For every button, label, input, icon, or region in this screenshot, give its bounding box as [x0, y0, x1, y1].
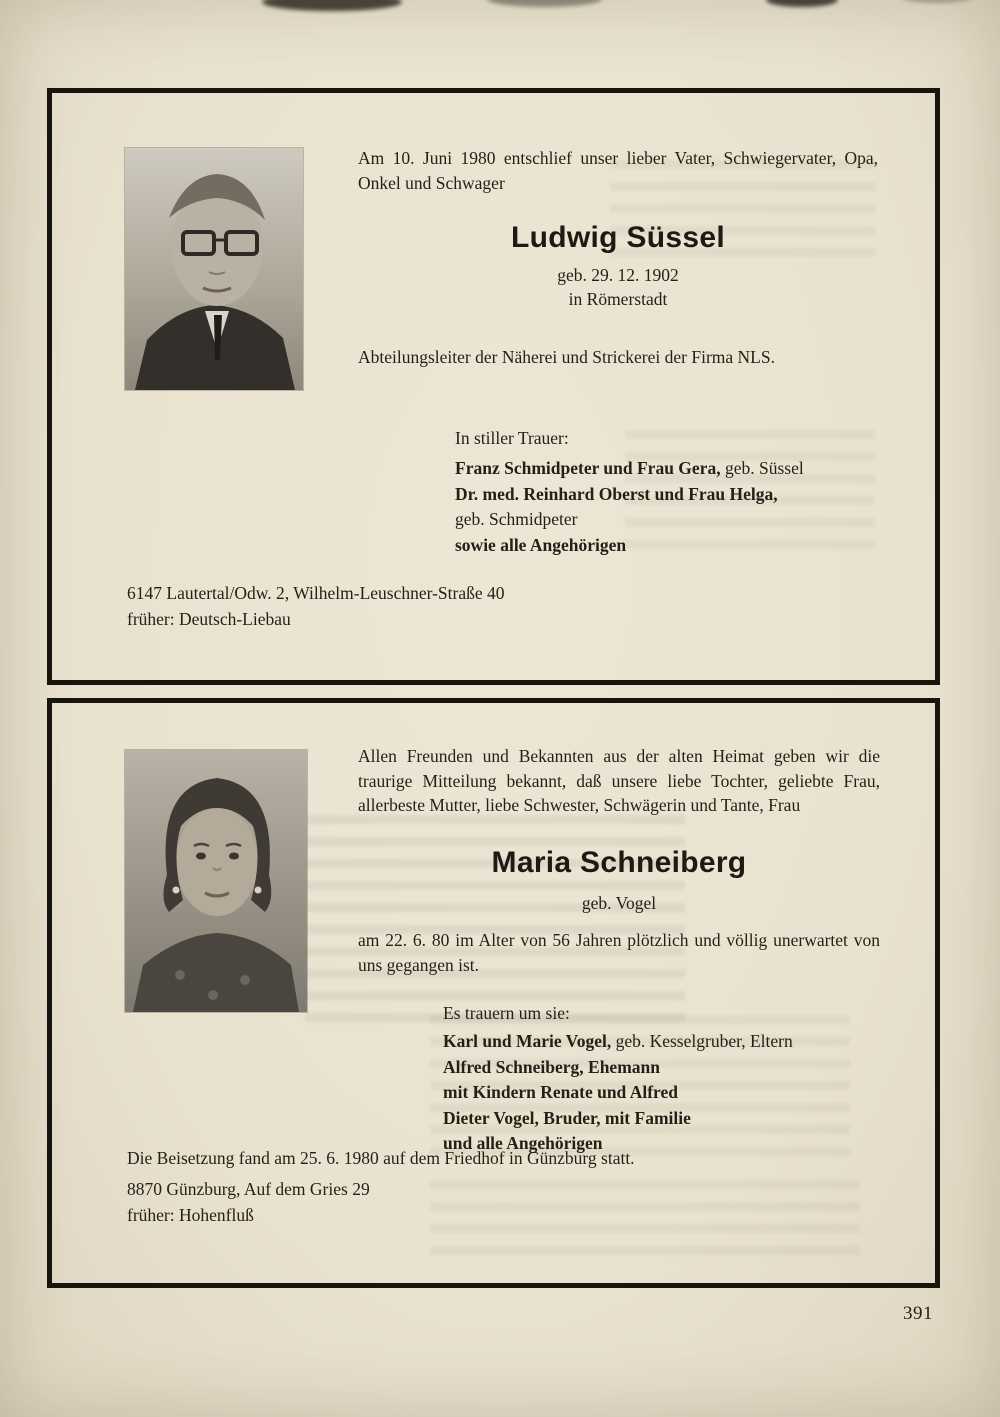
- birth-date: geb. 29. 12. 1902: [557, 265, 679, 285]
- mourners-list: [443, 1029, 903, 1157]
- obituary-notice-ludwig-suessel: [47, 88, 940, 685]
- scan-smudge: [487, 0, 602, 7]
- mourning-label: In stiller Trauer:: [455, 428, 569, 448]
- mourner-line: [455, 533, 905, 559]
- mourners-list: [455, 456, 905, 558]
- address-block: [127, 580, 505, 632]
- mourner-name-regular: geb. Kesselgruber, Eltern: [611, 1031, 793, 1051]
- birth-place: in Römerstadt: [568, 289, 668, 309]
- mourner-line: [443, 1080, 903, 1106]
- deceased-name: Maria Schneiberg: [491, 846, 747, 879]
- scan-smudge: [766, 0, 838, 7]
- mourner-line: [443, 1029, 903, 1055]
- mourner-name-bold: Franz Schmidpeter und Frau Gera,: [455, 458, 721, 478]
- death-circumstance-text: am 22. 6. 80 im Alter von 56 Jahren plötzlich und völlig unerwartet von uns gegangen ist.: [358, 930, 880, 975]
- mourner-name-regular: geb. Schmidpeter: [455, 509, 578, 529]
- address-line: 8870 Günzburg, Auf dem Gries 29: [127, 1179, 370, 1199]
- address-line-former: früher: Hohenfluß: [127, 1205, 254, 1225]
- scan-smudge: [262, 0, 402, 11]
- notice-intro-text: Am 10. Juni 1980 entschlief unser lieber Vater, Schwiegervater, Opa, Onkel und Schwager: [358, 148, 878, 193]
- mourner-line: [455, 456, 905, 482]
- mourner-name-bold: sowie alle Angehörigen: [455, 534, 627, 555]
- scan-smudge: [902, 0, 972, 3]
- deceased-name: Ludwig Süssel: [511, 221, 725, 254]
- portrait-photo-man: [125, 148, 303, 390]
- mourner-name-bold: Dr. med. Reinhard Oberst und Frau Helga,: [455, 483, 778, 504]
- burial-statement: Die Beisetzung fand am 25. 6. 1980 auf dem Friedhof in Günzburg statt.: [127, 1148, 635, 1168]
- mourner-name-bold: Alfred Schneiberg, Ehemann: [443, 1056, 660, 1077]
- mourner-line: [455, 482, 905, 508]
- mourning-label: Es trauern um sie:: [443, 1003, 570, 1023]
- mourner-name-bold: und alle Angehörigen: [443, 1133, 603, 1153]
- mourner-name-bold: Karl und Marie Vogel,: [443, 1031, 612, 1051]
- mourner-name-bold: Dieter Vogel, Bruder, mit Familie: [443, 1107, 691, 1128]
- mourner-line: [455, 507, 905, 533]
- portrait-man-illustration: [125, 148, 303, 390]
- mourner-line: [443, 1106, 903, 1132]
- address-line-former: früher: Deutsch-Liebau: [127, 609, 291, 629]
- maiden-name: geb. Vogel: [581, 893, 657, 913]
- page-number: 391: [903, 1303, 933, 1324]
- mourner-name-bold: mit Kindern Renate und Alfred: [443, 1082, 678, 1102]
- obituary-notice-maria-schneiberg: [47, 698, 940, 1288]
- address-block: [127, 1176, 370, 1228]
- mourner-line: [443, 1055, 903, 1081]
- portrait-photo-woman: [125, 750, 307, 1012]
- portrait-woman-illustration: [125, 750, 307, 1012]
- address-line: 6147 Lautertal/Odw. 2, Wilhelm-Leuschner-Straße 40: [127, 583, 505, 603]
- mourner-name-regular: geb. Süssel: [720, 458, 804, 478]
- occupation-text: Abteilungsleiter der Näherei und Strickerei der Firma NLS.: [358, 347, 775, 367]
- notice-intro-text: Allen Freunden und Bekannten aus der alten Heimat geben wir die traurige Mitteilung bekannt, daß unsere liebe Tochter, geliebte Frau, allerbeste Mutter, liebe Schwester, Schwägerin und Tante, Frau: [358, 746, 880, 815]
